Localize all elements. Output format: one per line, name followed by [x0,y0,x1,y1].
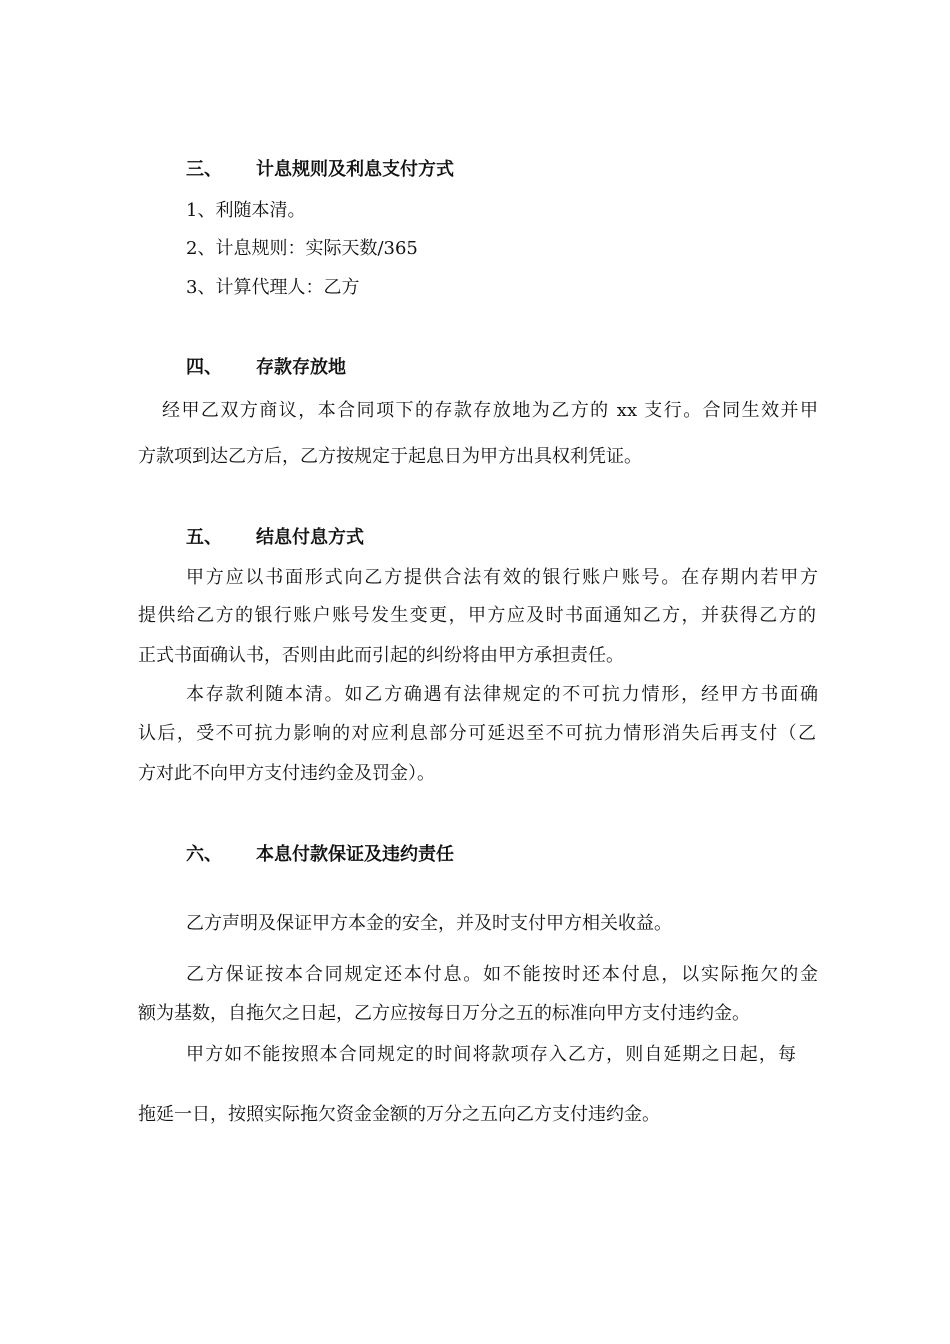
section-4-title: 存款存放地 [256,357,346,378]
section-3-title: 计息规则及利息支付方式 [256,159,454,180]
section-5-paragraph-1-line-1: 甲方应以书面形式向乙方提供合法有效的银行账户账号。在存期内若甲方 [186,567,818,588]
section-4-heading [186,356,346,380]
section-6-number: 六、 [186,844,222,865]
section-4-paragraph-line-2: 方款项到达乙方后，乙方按规定于起息日为甲方出具权利凭证。 [138,446,642,467]
section-3-item-2: 2、计息规则：实际天数/365 [186,238,418,259]
section-5-title: 结息付息方式 [256,527,364,548]
section-4-number: 四、 [186,357,222,378]
section-6-paragraph-3-line-2: 拖延一日，按照实际拖欠资金金额的万分之五向乙方支付违约金。 [138,1104,660,1125]
section-5-paragraph-2-line-1: 本存款利随本清。如乙方确遇有法律规定的不可抗力情形，经甲方书面确 [186,684,818,705]
section-5-paragraph-1-line-2: 提供给乙方的银行账户账号发生变更，甲方应及时书面通知乙方，并获得乙方的 [138,605,816,626]
section-5-paragraph-1-line-3: 正式书面确认书，否则由此而引起的纠纷将由甲方承担责任。 [138,645,624,666]
section-5-heading [186,526,364,550]
section-6-heading [186,843,454,867]
section-5-paragraph-2-line-3: 方对此不向甲方支付违约金及罚金）。 [138,763,435,784]
section-4-paragraph-line-1: 经甲乙双方商议，本合同项下的存款存放地为乙方的 xx 支行。合同生效并甲 [162,400,818,421]
section-6-paragraph-1: 乙方声明及保证甲方本金的安全，并及时支付甲方相关收益。 [186,913,672,934]
section-5-number: 五、 [186,527,222,548]
section-3-item-3: 3、计算代理人：乙方 [186,277,360,298]
section-3-item-1: 1、利随本清。 [186,200,306,221]
section-6-paragraph-3-line-1: 甲方如不能按照本合同规定的时间将款项存入乙方，则自延期之日起，每 [186,1044,796,1065]
section-6-title: 本息付款保证及违约责任 [256,844,454,865]
section-6-paragraph-2-line-1: 乙方保证按本合同规定还本付息。如不能按时还本付息，以实际拖欠的金 [186,964,818,985]
section-6-paragraph-2-line-2: 额为基数，自拖欠之日起，乙方应按每日万分之五的标准向甲方支付违约金。 [138,1003,750,1024]
section-3-heading [186,158,454,182]
section-3-number: 三、 [186,159,222,180]
section-5-paragraph-2-line-2: 认后，受不可抗力影响的对应利息部分可延迟至不可抗力情形消失后再支付（乙 [138,723,816,744]
